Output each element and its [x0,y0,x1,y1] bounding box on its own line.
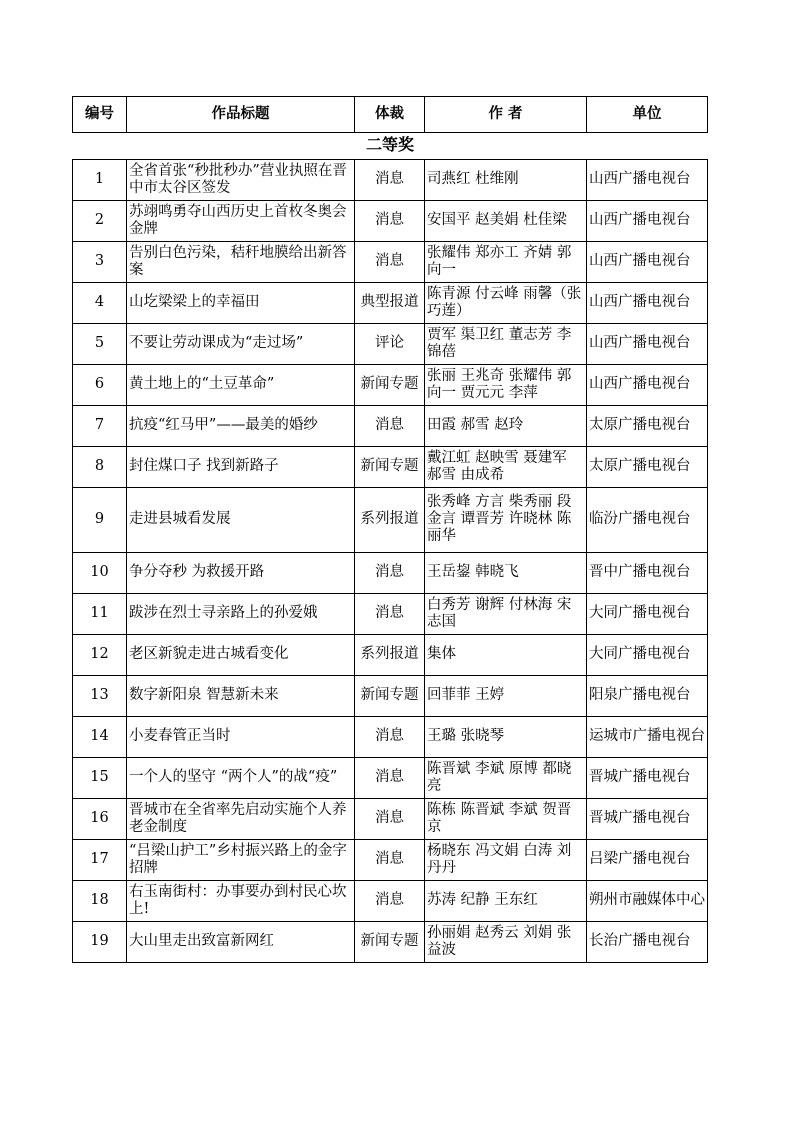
row-genre: 消息 [355,880,425,921]
row-number: 1 [73,159,127,200]
row-number: 3 [73,241,127,282]
row-title: 大山里走出致富新网红 [127,921,355,962]
row-author: 司燕红 杜维刚 [425,159,587,200]
row-unit: 晋城广播电视台 [587,757,708,798]
row-title: “吕梁山护工”乡村振兴路上的金字招牌 [127,839,355,880]
table-row [73,798,708,839]
row-number: 19 [73,921,127,962]
row-unit: 临汾广播电视台 [587,487,708,552]
awards-document [72,96,707,963]
row-unit: 山西广播电视台 [587,323,708,364]
row-unit: 大同广播电视台 [587,593,708,634]
row-title: 封住煤口子 找到新路子 [127,446,355,487]
row-title: 山圪梁梁上的幸福田 [127,282,355,323]
row-number: 6 [73,364,127,405]
row-unit: 晋中广播电视台 [587,552,708,593]
row-unit: 晋城广播电视台 [587,798,708,839]
row-title: 老区新貌走进古城看变化 [127,634,355,675]
row-author: 陈栋 陈晋斌 李斌 贺晋京 [425,798,587,839]
row-author: 陈青源 付云峰 雨馨（张巧莲） [425,282,587,323]
row-genre: 消息 [355,716,425,757]
row-number: 18 [73,880,127,921]
table-row [73,880,708,921]
row-genre: 新闻专题 [355,675,425,716]
row-genre: 消息 [355,757,425,798]
row-number: 17 [73,839,127,880]
row-title: 全省首张“秒批秒办”营业执照在晋中市太谷区签发 [127,159,355,200]
table-row [73,323,708,364]
row-unit: 阳泉广播电视台 [587,675,708,716]
row-title: 争分夺秒 为救援开路 [127,552,355,593]
table-row [73,487,708,552]
table-row [73,159,708,200]
row-unit: 山西广播电视台 [587,364,708,405]
row-genre: 新闻专题 [355,921,425,962]
row-author: 陈晋斌 李斌 原博 都晓亮 [425,757,587,798]
row-author: 安国平 赵美娟 杜佳梁 [425,200,587,241]
row-author: 王璐 张晓琴 [425,716,587,757]
header-number: 编号 [73,97,127,133]
row-title: 苏翊鸣勇夺山西历史上首枚冬奥会金牌 [127,200,355,241]
row-genre: 典型报道 [355,282,425,323]
row-genre: 评论 [355,323,425,364]
row-number: 12 [73,634,127,675]
row-genre: 系列报道 [355,487,425,552]
header-genre: 体裁 [355,97,425,133]
awards-table [72,96,708,963]
row-title: 走进县城看发展 [127,487,355,552]
row-unit: 长治广播电视台 [587,921,708,962]
table-row [73,675,708,716]
table-row [73,364,708,405]
row-number: 4 [73,282,127,323]
row-genre: 系列报道 [355,634,425,675]
row-genre: 消息 [355,159,425,200]
row-author: 孙丽娟 赵秀云 刘娟 张益波 [425,921,587,962]
table-row [73,593,708,634]
table-row [73,921,708,962]
table-row [73,634,708,675]
row-author: 戴江虹 赵映雪 聂建军 郝雪 由成希 [425,446,587,487]
row-unit: 山西广播电视台 [587,159,708,200]
row-title: 不要让劳动课成为“走过场” [127,323,355,364]
table-row [73,716,708,757]
table-row [73,200,708,241]
row-author: 张丽 王兆奇 张耀伟 郭向一 贾元元 李萍 [425,364,587,405]
table-row [73,552,708,593]
row-unit: 大同广播电视台 [587,634,708,675]
row-author: 回菲菲 王婷 [425,675,587,716]
row-genre: 消息 [355,593,425,634]
row-title: 一个人的坚守 “两个人”的战“疫” [127,757,355,798]
row-title: 右玉南街村：办事要办到村民心坎上! [127,880,355,921]
row-number: 7 [73,405,127,446]
table-row [73,405,708,446]
row-number: 10 [73,552,127,593]
row-number: 13 [73,675,127,716]
row-unit: 太原广播电视台 [587,446,708,487]
row-genre: 消息 [355,798,425,839]
row-number: 5 [73,323,127,364]
row-title: 告别白色污染，秸秆地膜给出新答案 [127,241,355,282]
header-unit: 单位 [587,97,708,133]
row-unit: 太原广播电视台 [587,405,708,446]
row-author: 张秀峰 方言 柴秀丽 段金言 谭晋芳 许晓林 陈丽华 [425,487,587,552]
row-author: 张耀伟 郑亦工 齐婧 郭向一 [425,241,587,282]
row-unit: 朔州市融媒体中心 [587,880,708,921]
row-unit: 山西广播电视台 [587,200,708,241]
row-number: 2 [73,200,127,241]
section-heading-row [73,133,708,157]
table-body [73,159,708,962]
row-title: 晋城市在全省率先启动实施个人养老金制度 [127,798,355,839]
row-title: 跋涉在烈士寻亲路上的孙爱娥 [127,593,355,634]
row-author: 王岳鋆 韩晓飞 [425,552,587,593]
row-genre: 消息 [355,200,425,241]
row-unit: 山西广播电视台 [587,282,708,323]
row-genre: 消息 [355,241,425,282]
row-number: 15 [73,757,127,798]
row-number: 16 [73,798,127,839]
row-number: 9 [73,487,127,552]
row-number: 8 [73,446,127,487]
row-genre: 新闻专题 [355,446,425,487]
row-genre: 消息 [355,839,425,880]
header-author: 作 者 [425,97,587,133]
table-row [73,757,708,798]
row-number: 11 [73,593,127,634]
row-author: 苏涛 纪静 王东红 [425,880,587,921]
row-unit: 山西广播电视台 [587,241,708,282]
row-author: 杨晓东 冯文娟 白涛 刘丹丹 [425,839,587,880]
table-row [73,282,708,323]
row-unit: 吕梁广播电视台 [587,839,708,880]
table-row [73,839,708,880]
row-title: 小麦春管正当时 [127,716,355,757]
row-author: 集体 [425,634,587,675]
row-genre: 消息 [355,405,425,446]
section-heading: 二等奖 [73,133,708,157]
row-title: 数字新阳泉 智慧新未来 [127,675,355,716]
row-number: 14 [73,716,127,757]
row-genre: 消息 [355,552,425,593]
header-title: 作品标题 [127,97,355,133]
table-row [73,241,708,282]
table-header-row [73,97,708,133]
row-unit: 运城市广播电视台 [587,716,708,757]
row-author: 贾军 渠卫红 董志芳 李锦蓓 [425,323,587,364]
row-title: 抗疫“红马甲”——最美的婚纱 [127,405,355,446]
table-row [73,446,708,487]
row-author: 田霞 郝雪 赵玲 [425,405,587,446]
row-author: 白秀芳 谢辉 付林海 宋志国 [425,593,587,634]
row-genre: 新闻专题 [355,364,425,405]
row-title: 黄土地上的“土豆革命” [127,364,355,405]
